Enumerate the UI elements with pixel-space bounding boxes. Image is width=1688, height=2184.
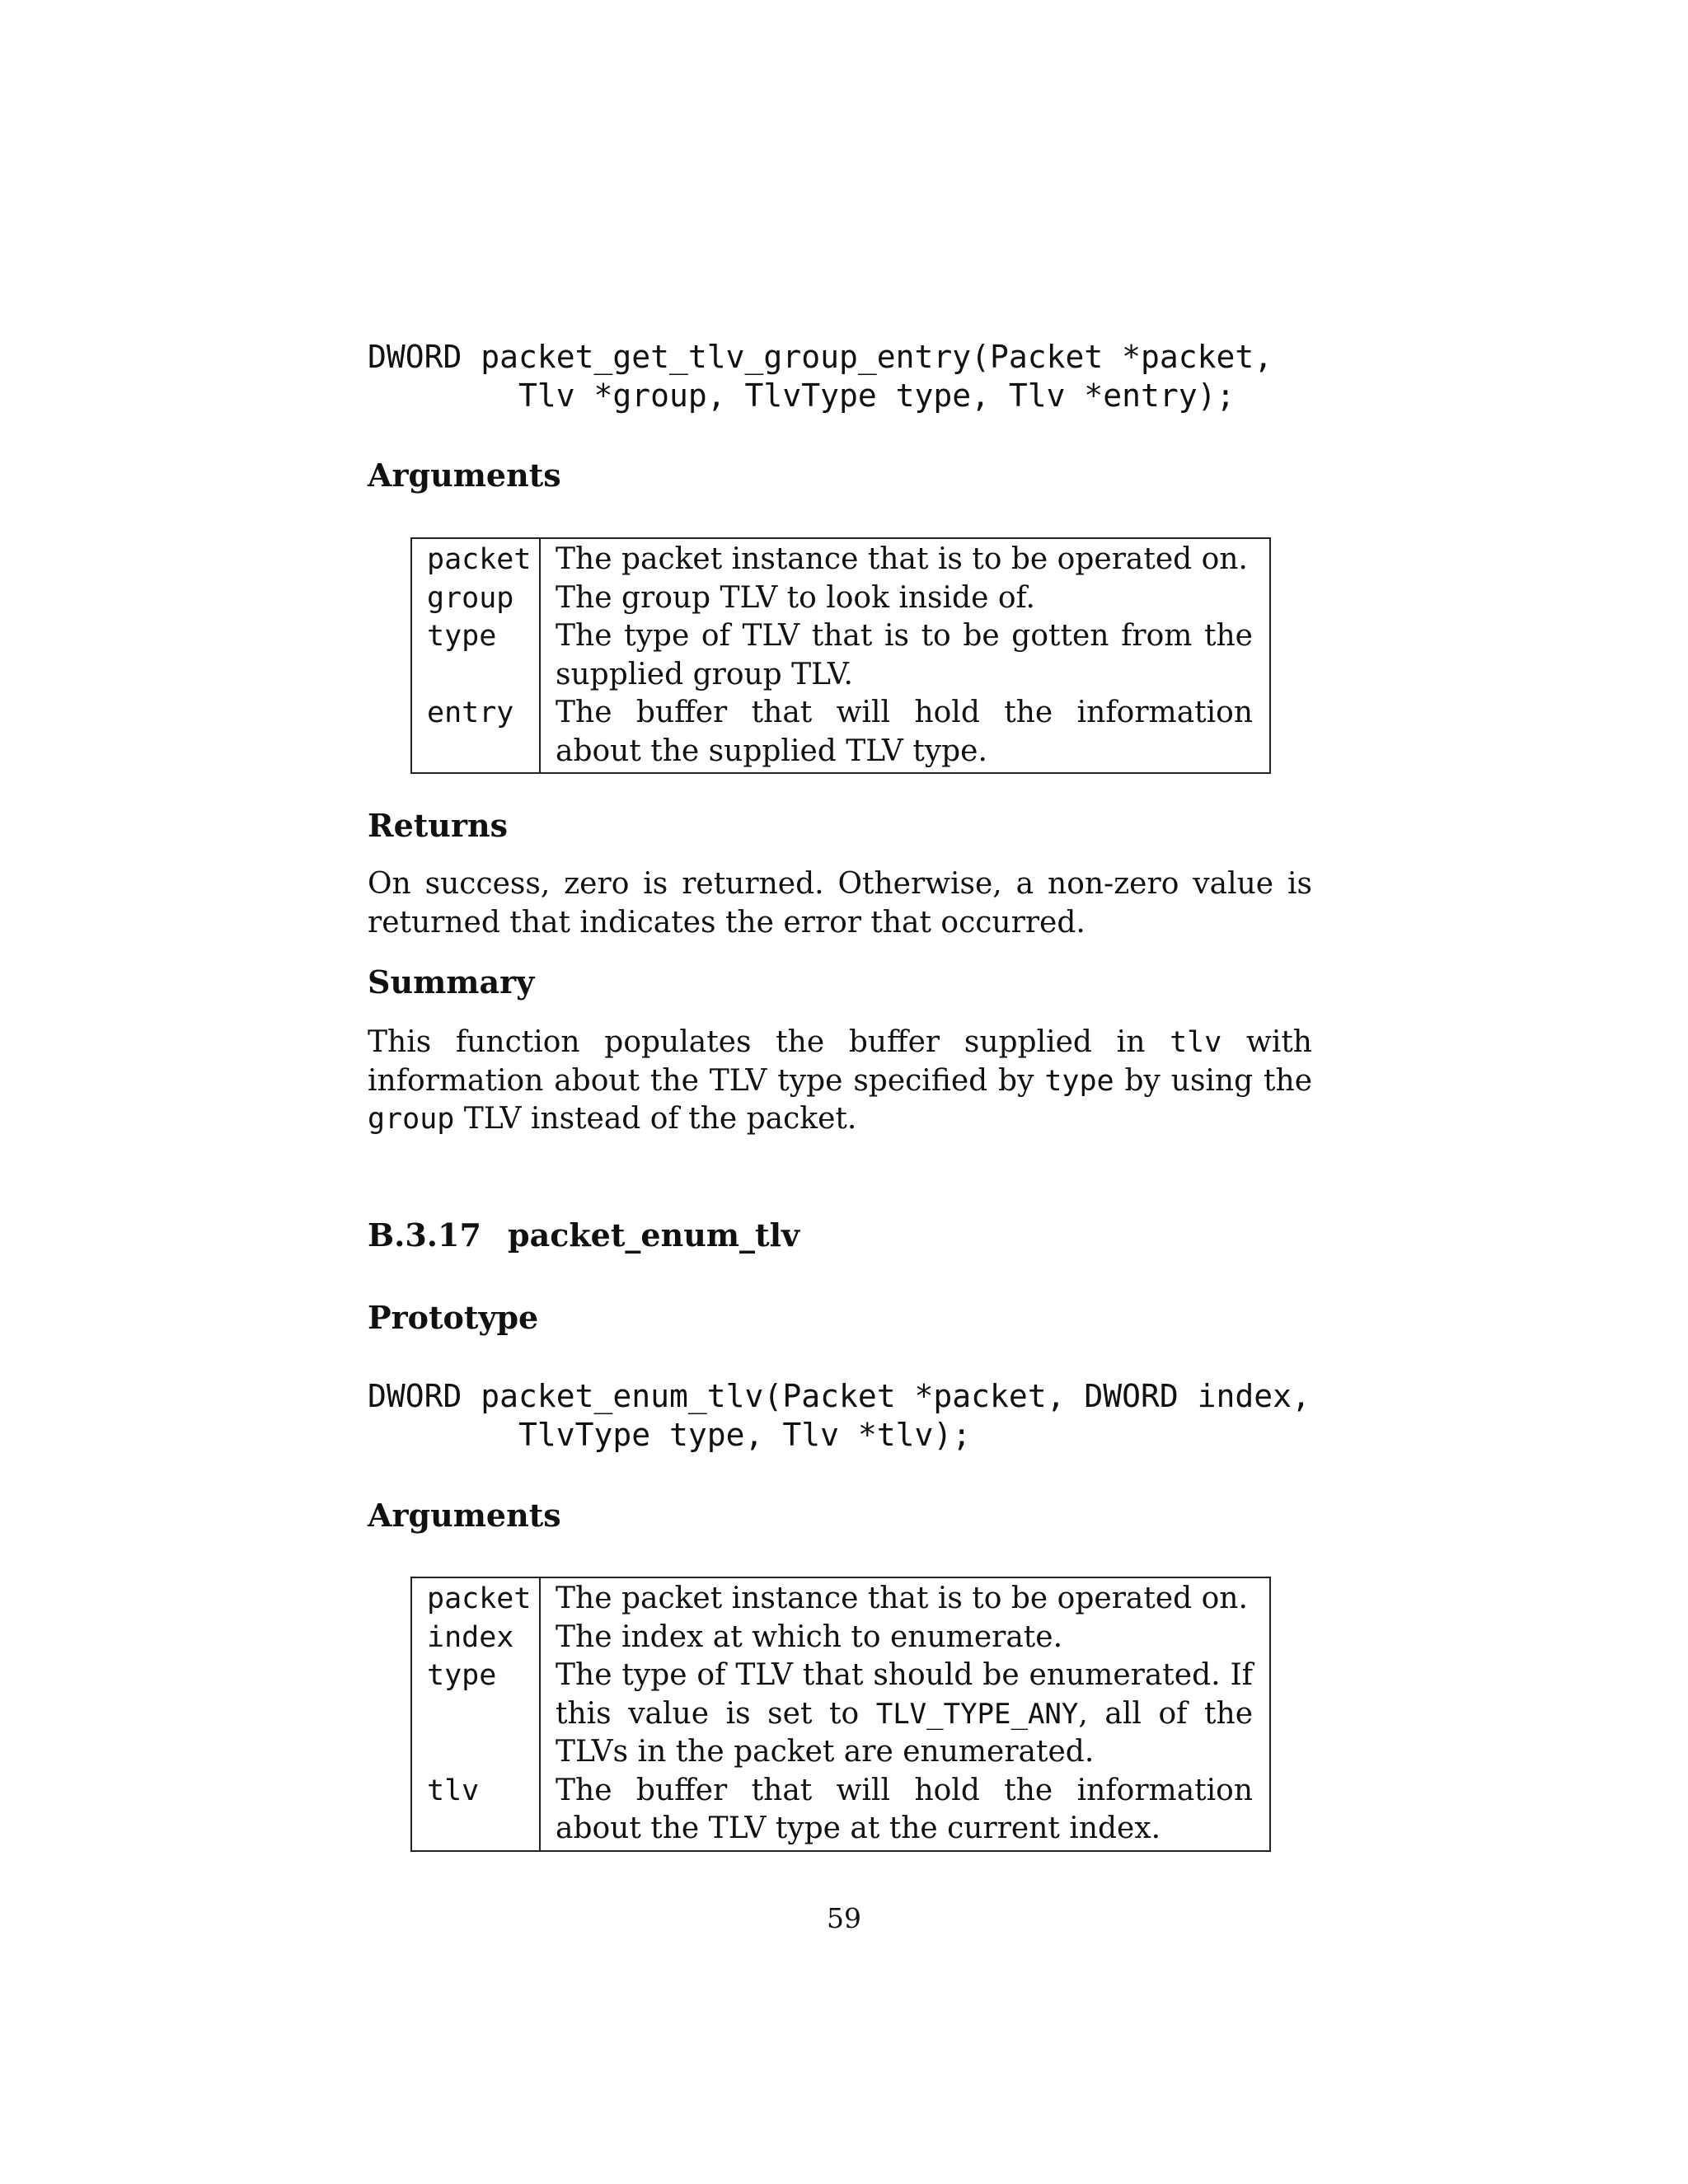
arg-desc — [540, 1657, 1270, 1772]
arg-desc: The packet instance that is to be operated on. — [556, 542, 1248, 576]
arg-name: index — [411, 1619, 540, 1657]
arg-name: packet — [411, 538, 540, 579]
summary-text-part: by using the — [1114, 1063, 1312, 1098]
table-row — [411, 694, 1270, 773]
arg-desc: The type of TLV that is to be gotten from the supplied group TLV. — [556, 619, 1253, 691]
summary-text-part: with information about the TLV type specified by — [368, 1025, 1312, 1098]
prototype-code-line-2: Tlv *group, TlvType type, Tlv *entry); — [368, 377, 1236, 414]
arg-name: entry — [411, 694, 540, 773]
section-number: B.3.17 — [368, 1216, 481, 1254]
arg-desc: The index at which to enumerate. — [556, 1619, 1063, 1654]
page-number: 59 — [827, 1902, 861, 1934]
table-row — [411, 1619, 1270, 1657]
arg-name: type — [411, 617, 540, 694]
arg-desc-part: , all of the TLVs in the packet are enumerated. — [556, 1696, 1254, 1769]
arg-name: type — [411, 1657, 540, 1772]
arguments-table — [410, 1577, 1271, 1852]
returns-heading: Returns — [368, 807, 508, 844]
table-row — [411, 538, 1270, 579]
prototype-code-line-1: DWORD packet_enum_tlv(Packet *packet, DWORD index, — [368, 1378, 1311, 1414]
table-row — [411, 1772, 1270, 1851]
arg-desc-part: The type of TLV that should be enumerated. If this value is set to — [556, 1658, 1253, 1731]
arg-desc: The buffer that will hold the information about the supplied TLV type. — [556, 696, 1253, 768]
summary-text — [368, 1024, 1312, 1139]
arg-desc: The group TLV to look inside of. — [556, 580, 1035, 615]
table-row — [411, 1657, 1270, 1772]
arg-desc: The packet instance that is to be operated on. — [556, 1582, 1248, 1615]
prototype-code-line-2: TlvType type, Tlv *tlv); — [368, 1417, 972, 1453]
table-row — [411, 579, 1270, 618]
inline-code: tlv — [1170, 1026, 1222, 1059]
arg-desc: The buffer that will hold the information about the TLV type at the current index. — [556, 1773, 1253, 1845]
arguments-heading: Arguments — [368, 457, 561, 494]
summary-text-part: This function populates the buffer supplied in — [368, 1025, 1170, 1059]
prototype-heading: Prototype — [368, 1299, 539, 1336]
arguments-heading: Arguments — [368, 1497, 561, 1534]
summary-text-part: TLV instead of the packet. — [454, 1102, 857, 1136]
arg-name: group — [411, 579, 540, 618]
arg-name: packet — [411, 1577, 540, 1619]
section-title: packet_enum_tlv — [508, 1216, 800, 1254]
section-heading — [368, 1216, 799, 1254]
table-row — [411, 617, 1270, 694]
table-row — [411, 1577, 1270, 1619]
arguments-table — [410, 537, 1271, 774]
prototype-code-line-1: DWORD packet_get_tlv_group_entry(Packet *packet, — [368, 339, 1273, 375]
summary-heading: Summary — [368, 963, 535, 1001]
inline-code: TLV_TYPE_ANY — [875, 1697, 1079, 1731]
returns-text: On success, zero is returned. Otherwise, a non-zero value is returned that indicates the error that occurred. — [368, 867, 1312, 940]
arg-name: tlv — [411, 1772, 540, 1851]
inline-code: group — [368, 1103, 455, 1136]
inline-code: type — [1044, 1064, 1114, 1098]
